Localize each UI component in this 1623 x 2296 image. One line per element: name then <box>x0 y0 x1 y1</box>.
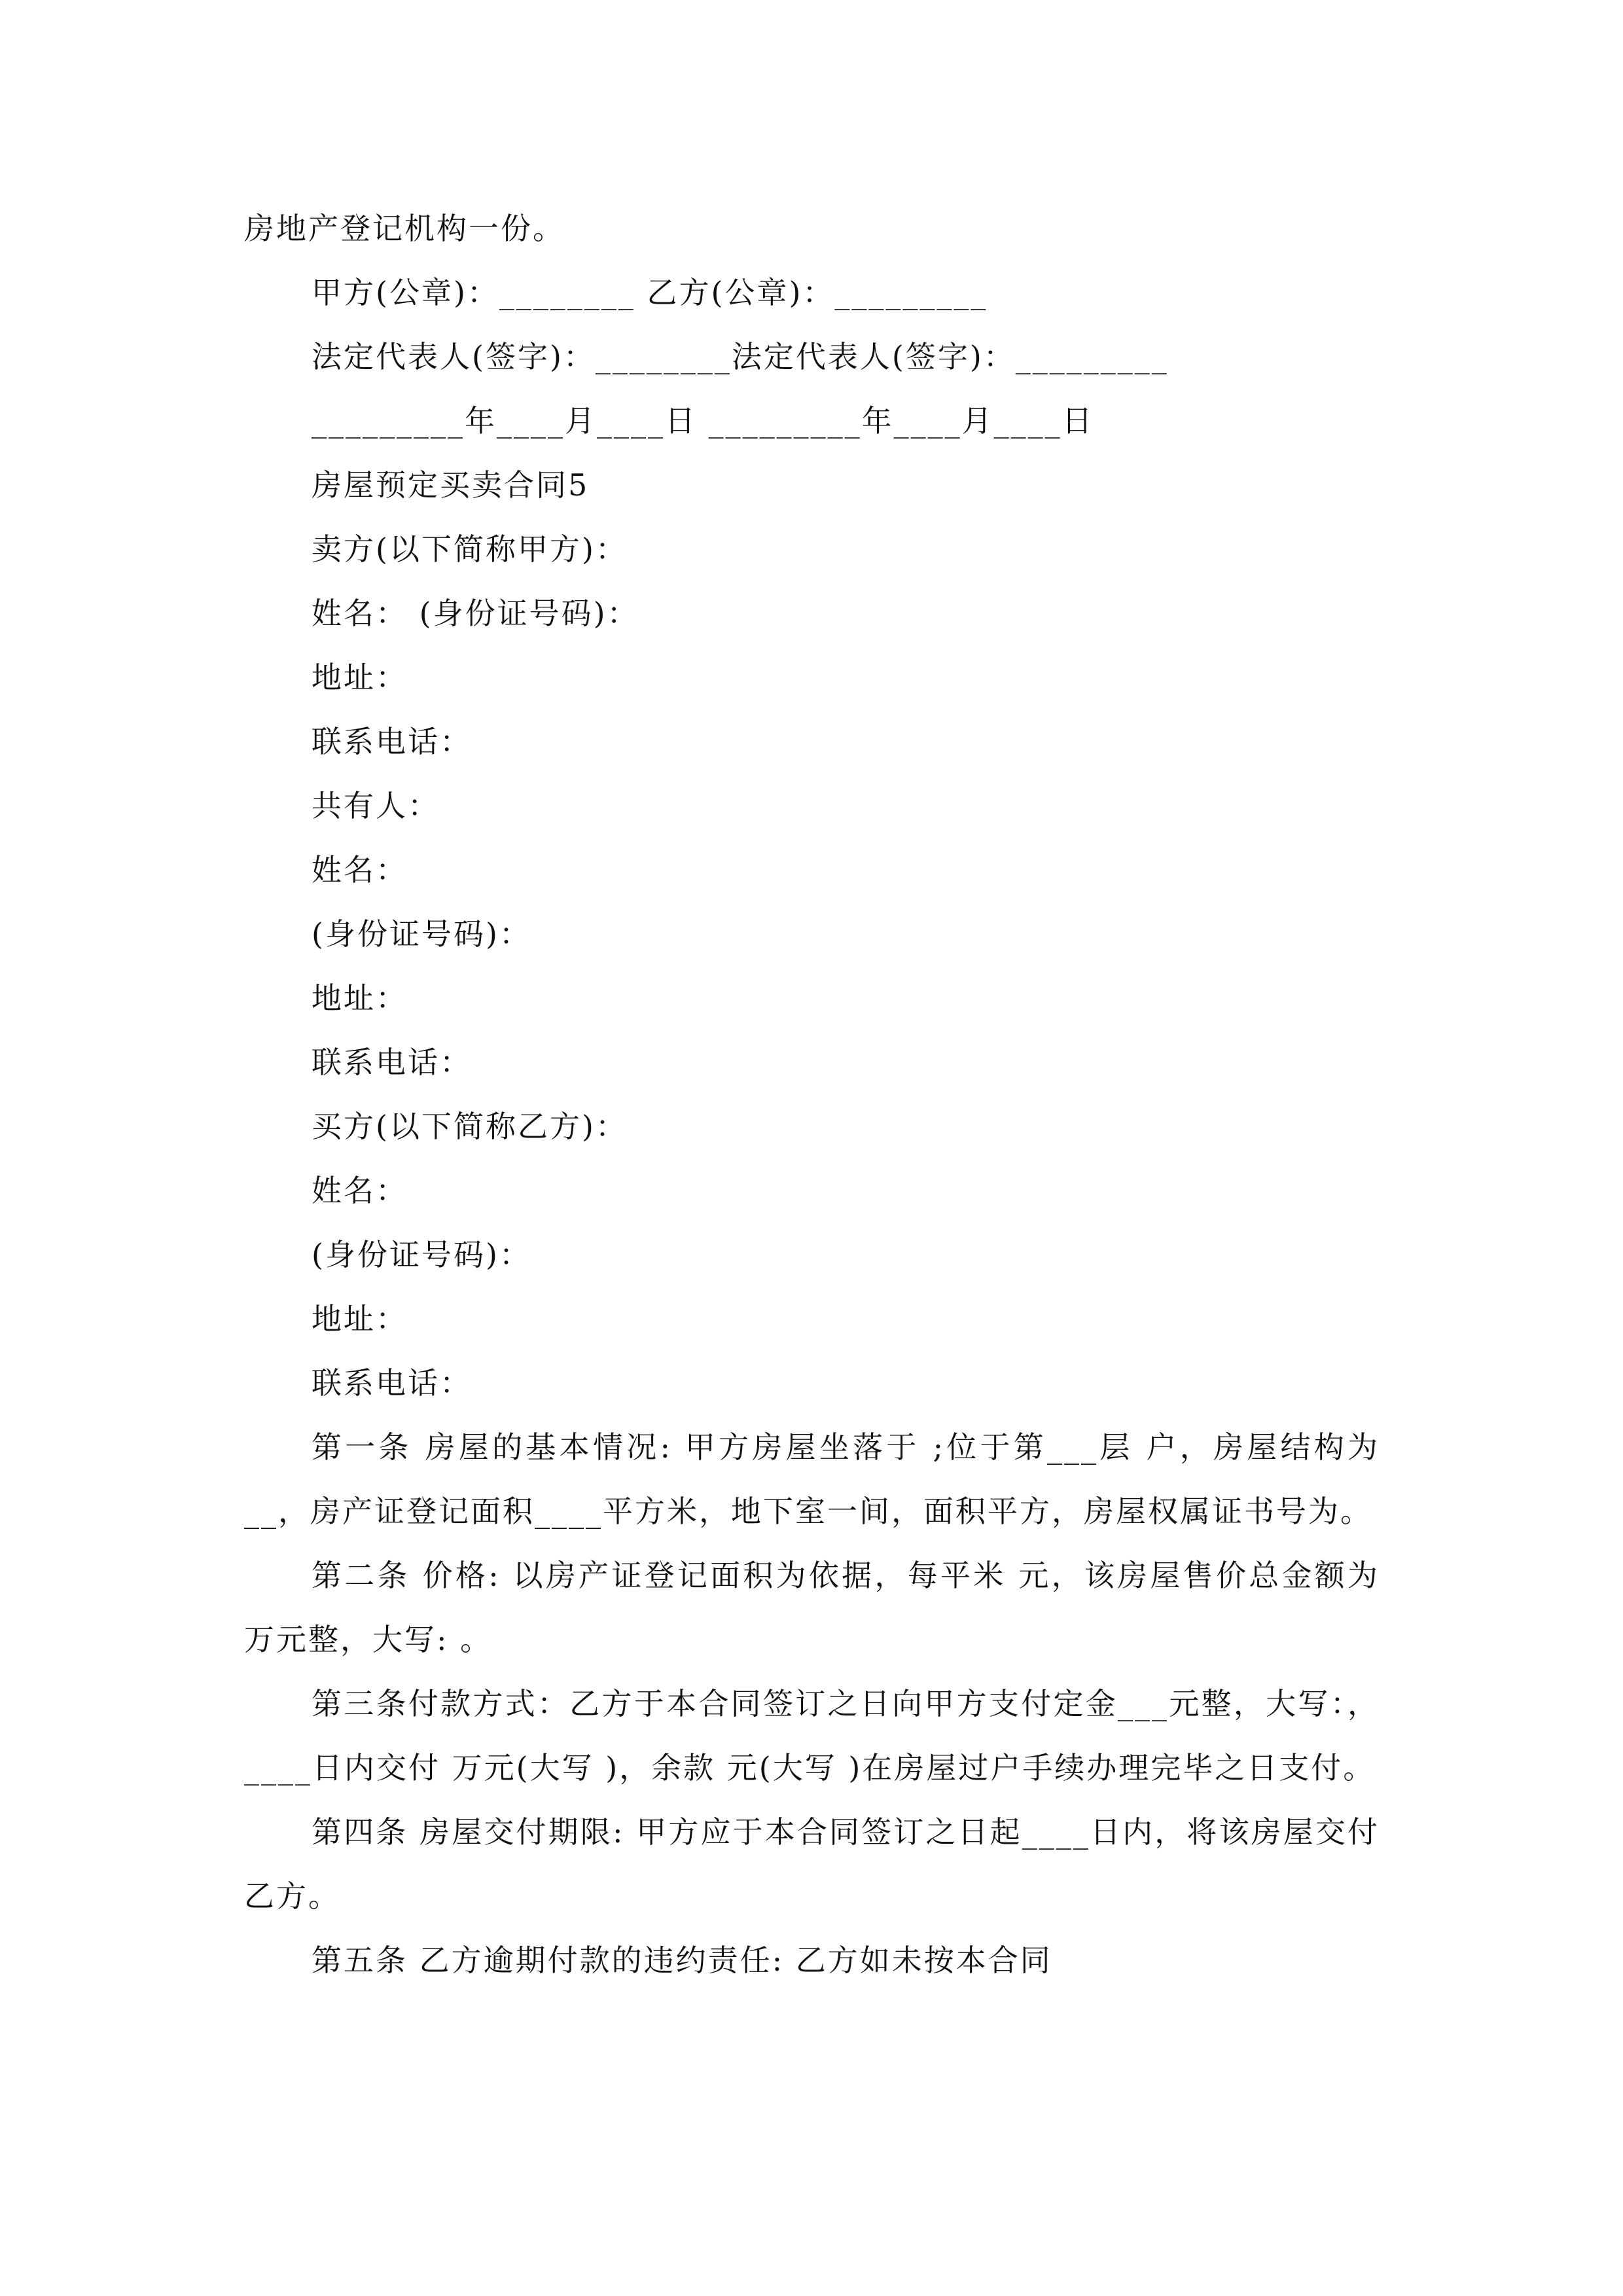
legal-rep-signature-line: 法定代表人(签字)：________法定代表人(签字)：_________ <box>312 339 1169 374</box>
co-owner-name: 姓名： <box>312 852 408 888</box>
article-1-paragraph: 第一条 房屋的基本情况: 甲方房屋坐落于 ;位于第___层 户，房屋结构为__，房产证登记面积____平方米，地下室一间，面积平方，房屋权属证书号为。 <box>244 1429 1380 1529</box>
party-seal-line: 甲方(公章)：________ 乙方(公章)：_________ <box>312 275 988 310</box>
seller-heading: 卖方(以下简称甲方)： <box>312 531 628 567</box>
co-owner-heading: 共有人： <box>312 788 440 823</box>
article-5-paragraph: 第五条 乙方逾期付款的违约责任: 乙方如未按本合同 <box>312 1943 1052 1978</box>
buyer-id: (身份证号码)： <box>312 1237 531 1272</box>
seller-address: 地址： <box>312 660 408 695</box>
article-2-paragraph: 第二条 价格: 以房产证登记面积为依据，每平米 元，该房屋售价总金额为万元整，大写: 。 <box>244 1558 1380 1657</box>
seller-phone: 联系电话： <box>312 724 472 759</box>
co-owner-address: 地址： <box>312 980 408 1016</box>
buyer-address: 地址： <box>312 1301 408 1336</box>
article-4-paragraph: 第四条 房屋交付期限: 甲方应于本合同签订之日起____日内，将该房屋交付乙方。 <box>244 1814 1380 1914</box>
buyer-heading: 买方(以下简称乙方)： <box>312 1109 628 1144</box>
seller-name-id: 姓名： (身份证号码)： <box>312 596 639 631</box>
buyer-phone: 联系电话： <box>312 1365 472 1401</box>
co-owner-phone: 联系电话： <box>312 1045 472 1080</box>
buyer-name: 姓名： <box>312 1173 408 1208</box>
co-owner-id: (身份证号码)： <box>312 916 531 952</box>
text-line: 房地产登记机构一份。 <box>244 211 565 246</box>
article-3-paragraph: 第三条付款方式：乙方于本合同签订之日向甲方支付定金___元整，大写：，____日内交付 万元(大写 )，余款 元(大写 )在房屋过户手续办理完毕之日支付。 <box>244 1686 1380 1785</box>
document-body <box>244 196 1380 1992</box>
contract-title: 房屋预定买卖合同5 <box>312 467 590 503</box>
date-line: _________年____月____日 _________年____月____日 <box>312 403 1094 439</box>
